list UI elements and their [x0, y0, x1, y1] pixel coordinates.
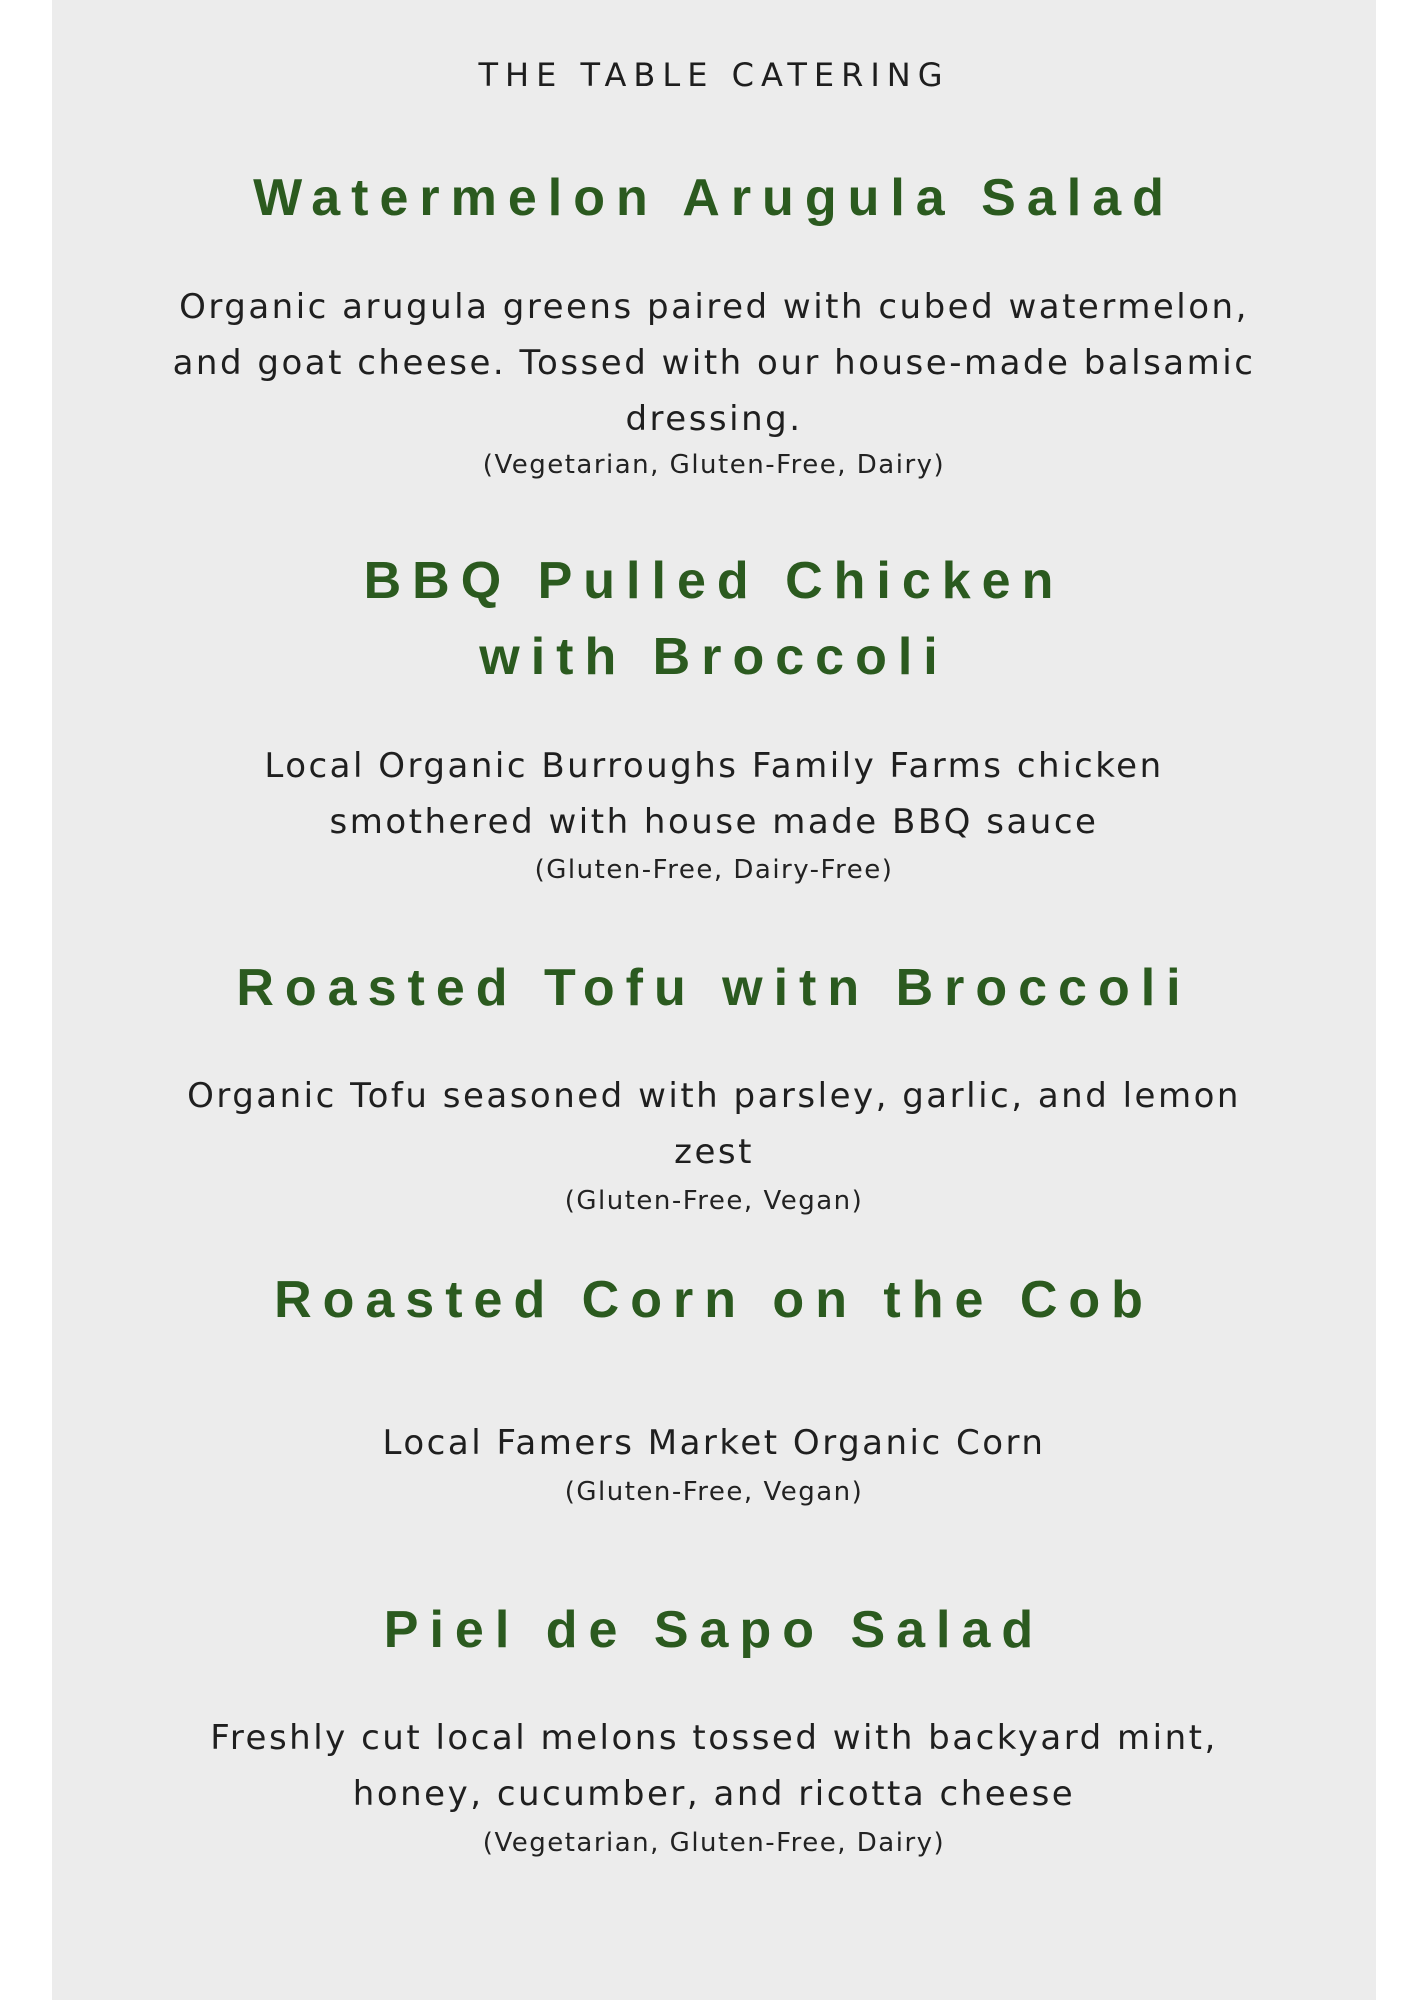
dish-title: Roasted Corn on the Cob — [274, 1271, 1154, 1329]
dish-description: Organic Tofu seasoned with parsley, garlic, and lemon zest — [187, 1076, 1241, 1172]
dish-title-line-1: BBQ Pulled Chicken — [363, 552, 1065, 610]
dish-description: Local Organic Burroughs Family Farms chicken smothered with house made BBQ sauce — [264, 746, 1164, 842]
brand-name: THE TABLE CATERING — [478, 56, 950, 94]
dish-description: Freshly cut local melons tossed with backyard mint, honey, cucumber, and ricotta cheese — [210, 1718, 1218, 1814]
dish-dietary-tags: (Vegetarian, Gluten-Free, Dairy) — [482, 1828, 946, 1858]
dish-title-line-2: with Broccoli — [479, 628, 949, 686]
dish-description: Local Famers Market Organic Corn — [382, 1423, 1046, 1463]
dish-title: Piel de Sapo Salad — [383, 1601, 1045, 1659]
dish-dietary-tags: (Gluten-Free, Vegan) — [564, 1477, 864, 1507]
dish-dietary-tags: (Gluten-Free, Vegan) — [564, 1186, 864, 1216]
dish-title: Roasted Tofu witn Broccoli — [236, 959, 1192, 1017]
dish-dietary-tags: (Gluten-Free, Dairy-Free) — [534, 855, 894, 885]
dish-title: Watermelon Arugula Salad — [253, 169, 1175, 227]
dish-description: Organic arugula greens paired with cubed watermelon, and goat cheese. Tossed with our house-made balsamic dressing. — [172, 287, 1256, 439]
menu-page — [52, 0, 1376, 2000]
dish-dietary-tags: (Vegetarian, Gluten-Free, Dairy) — [482, 450, 946, 480]
